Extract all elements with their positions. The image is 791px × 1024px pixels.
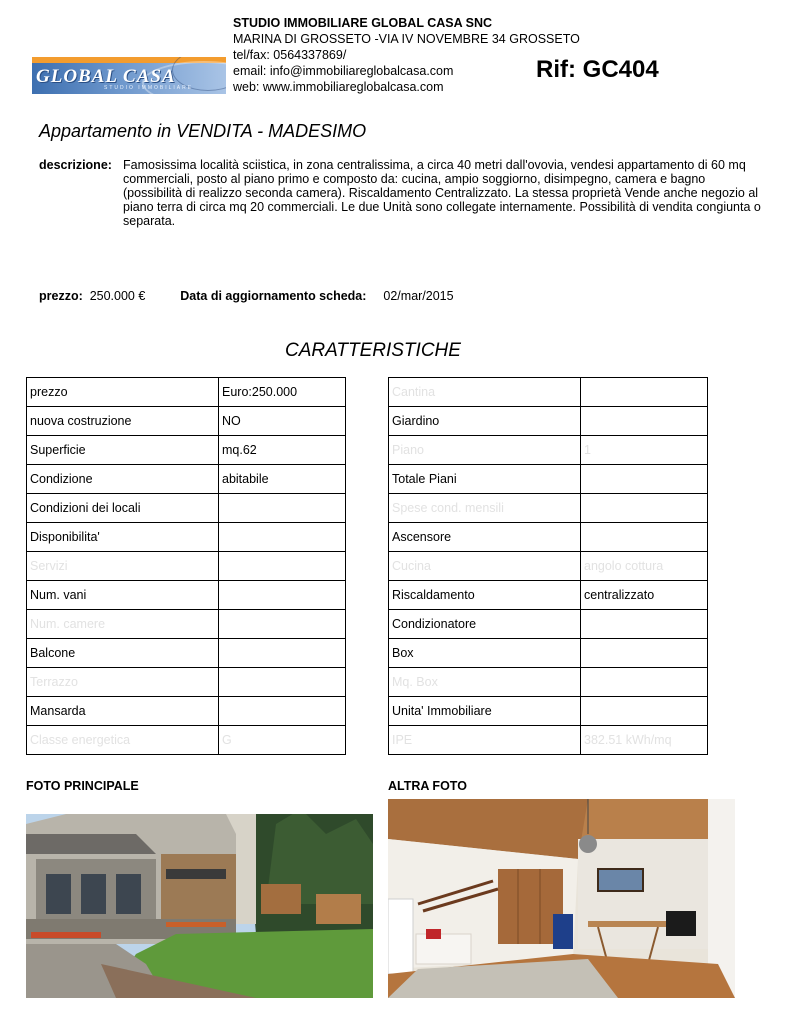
feature-value xyxy=(581,523,708,552)
feature-label: Condizionatore xyxy=(389,610,581,639)
feature-value: abitabile xyxy=(219,465,346,494)
price-label: prezzo: xyxy=(39,289,83,303)
feature-value xyxy=(581,465,708,494)
other-photo-illustration xyxy=(388,799,735,998)
feature-row xyxy=(27,407,346,436)
feature-row xyxy=(27,581,346,610)
feature-label: Piano xyxy=(389,436,581,465)
update-value: 02/mar/2015 xyxy=(383,289,454,303)
feature-label: Ascensore xyxy=(389,523,581,552)
feature-value xyxy=(581,697,708,726)
feature-value: angolo cottura xyxy=(581,552,708,581)
feature-value xyxy=(219,697,346,726)
other-photo-label: ALTRA FOTO xyxy=(388,779,467,793)
feature-label: Unita' Immobiliare xyxy=(389,697,581,726)
main-photo-label: FOTO PRINCIPALE xyxy=(26,779,139,793)
feature-row xyxy=(389,697,708,726)
logo-wordmark: GLOBAL CASA xyxy=(36,66,176,87)
feature-row xyxy=(389,668,708,697)
reference-code: Rif: GC404 xyxy=(536,56,659,83)
feature-row xyxy=(389,378,708,407)
feature-row xyxy=(27,639,346,668)
feature-row xyxy=(27,523,346,552)
studio-email[interactable]: email: info@immobiliareglobalcasa.com xyxy=(233,64,454,78)
feature-label: Totale Piani xyxy=(389,465,581,494)
studio-address: MARINA DI GROSSETO -VIA IV NOVEMBRE 34 GROSSETO xyxy=(233,32,580,46)
feature-label: Superficie xyxy=(27,436,219,465)
feature-value xyxy=(581,407,708,436)
feature-row xyxy=(389,552,708,581)
other-photo[interactable] xyxy=(388,799,735,998)
feature-value xyxy=(581,668,708,697)
feature-label: Condizione xyxy=(27,465,219,494)
main-photo[interactable] xyxy=(26,814,373,998)
main-photo-illustration xyxy=(26,814,373,998)
feature-value xyxy=(219,552,346,581)
feature-label: Servizi xyxy=(27,552,219,581)
features-title: CARATTERISTICHE xyxy=(285,340,461,361)
feature-value xyxy=(581,494,708,523)
feature-row xyxy=(27,697,346,726)
studio-web[interactable]: web: www.immobiliareglobalcasa.com xyxy=(233,80,444,94)
feature-label: Balcone xyxy=(27,639,219,668)
logo-subtitle: STUDIO IMMOBILIARE xyxy=(104,85,194,91)
listing-title: Appartamento in VENDITA - MADESIMO xyxy=(39,121,367,141)
feature-value xyxy=(219,494,346,523)
feature-label: Mq. Box xyxy=(389,668,581,697)
update-label: Data di aggiornamento scheda: xyxy=(180,289,367,303)
feature-row xyxy=(389,465,708,494)
feature-value xyxy=(219,523,346,552)
feature-row xyxy=(389,407,708,436)
description-label: descrizione: xyxy=(39,158,112,172)
description-text: Famosissima località sciistica, in zona centralissima, a circa 40 metri dall'ovovia, vendesi appartamento di 60 mq commerciali, posto al piano primo e composto da: cucina, ampio soggiorno, disimpegno, camera e bagno (possibilità di realizzo seconda camera). Riscaldamento Centralizzato. La stessa proprietà Vende anche negozio al piano terra di circa mq 20 commerciali. Le due Unità sono collegate internamente. Possibilità di vendita congiunta o separata. xyxy=(123,158,761,228)
feature-label: Disponibilita' xyxy=(27,523,219,552)
feature-row xyxy=(27,494,346,523)
feature-value xyxy=(219,581,346,610)
feature-value xyxy=(581,639,708,668)
feature-value xyxy=(219,610,346,639)
features-table-left xyxy=(26,377,346,755)
feature-label: Box xyxy=(389,639,581,668)
feature-row xyxy=(27,610,346,639)
feature-value: Euro:250.000 xyxy=(219,378,346,407)
feature-label: Terrazzo xyxy=(27,668,219,697)
feature-value xyxy=(581,610,708,639)
studio-telfax: tel/fax: 0564337869/ xyxy=(233,48,347,62)
feature-row xyxy=(389,610,708,639)
company-logo xyxy=(32,57,226,94)
feature-label: Cantina xyxy=(389,378,581,407)
feature-row xyxy=(389,523,708,552)
feature-label: Mansarda xyxy=(27,697,219,726)
feature-row xyxy=(27,465,346,494)
feature-label: Riscaldamento xyxy=(389,581,581,610)
price-row xyxy=(39,289,454,303)
feature-row xyxy=(389,639,708,668)
feature-value: mq.62 xyxy=(219,436,346,465)
feature-row xyxy=(389,436,708,465)
feature-value: 382.51 kWh/mq xyxy=(581,726,708,755)
feature-label: Giardino xyxy=(389,407,581,436)
feature-label: Condizioni dei locali xyxy=(27,494,219,523)
feature-row xyxy=(389,581,708,610)
feature-value xyxy=(581,378,708,407)
feature-row xyxy=(27,726,346,755)
feature-value xyxy=(219,639,346,668)
feature-row xyxy=(27,668,346,697)
feature-label: nuova costruzione xyxy=(27,407,219,436)
feature-value: 1 xyxy=(581,436,708,465)
features-table-right xyxy=(388,377,708,755)
feature-value: centralizzato xyxy=(581,581,708,610)
feature-label: Num. camere xyxy=(27,610,219,639)
feature-label: Num. vani xyxy=(27,581,219,610)
price-value: 250.000 € xyxy=(89,289,146,303)
feature-value xyxy=(219,668,346,697)
feature-row xyxy=(27,436,346,465)
feature-value: G xyxy=(219,726,346,755)
feature-label: IPE xyxy=(389,726,581,755)
feature-row xyxy=(27,552,346,581)
feature-label: Cucina xyxy=(389,552,581,581)
feature-label: Classe energetica xyxy=(27,726,219,755)
feature-row xyxy=(389,494,708,523)
feature-row xyxy=(27,378,346,407)
feature-row xyxy=(389,726,708,755)
studio-name: STUDIO IMMOBILIARE GLOBAL CASA SNC xyxy=(233,16,493,30)
feature-label: prezzo xyxy=(27,378,219,407)
feature-label: Spese cond. mensili xyxy=(389,494,581,523)
feature-value: NO xyxy=(219,407,346,436)
studio-contact-block xyxy=(233,15,580,95)
